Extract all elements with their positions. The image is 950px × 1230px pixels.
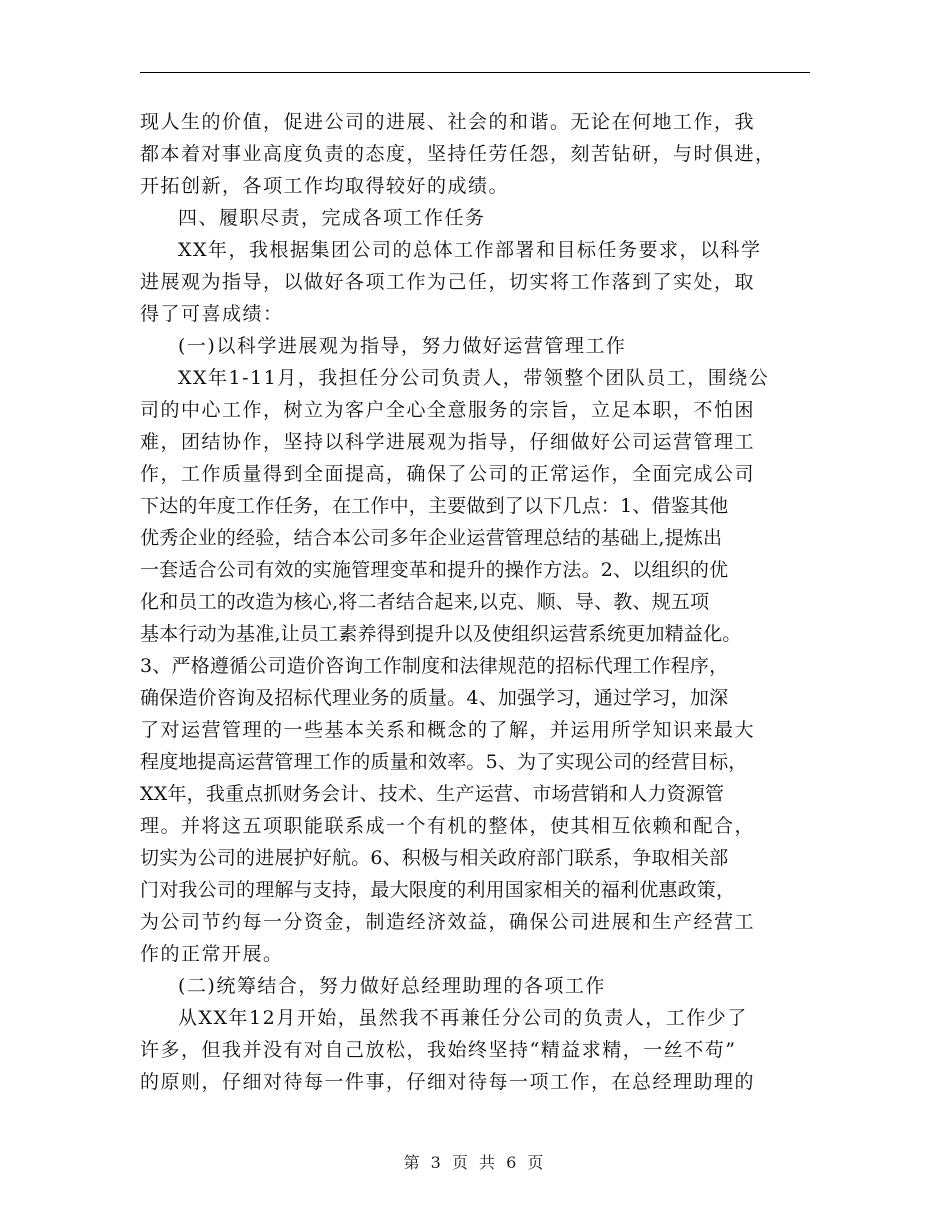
text-line: 难，团结协作，坚持以科学进展观为指导，仔细做好公司运营管理工 xyxy=(140,431,756,453)
text-line: XX年，我根据集团公司的总体工作部署和目标任务要求，以科学 xyxy=(178,239,762,261)
text-line: 程度地提高运营管理工作的质量和效率。5、为了实现公司的经营目标， xyxy=(140,751,748,773)
text-line: 的原则，仔细对待每一件事，仔细对待每一项工作，在总经理助理的 xyxy=(140,1071,756,1093)
subsection-heading: (一)以科学进展观为指导，努力做好运营管理工作 xyxy=(178,335,627,357)
section-heading: 四、履职尽责，完成各项工作任务 xyxy=(178,207,486,229)
text-line: 一套适合公司有效的实施管理变革和提升的操作方法。2、以组织的优 xyxy=(140,559,729,581)
text-line: 进展观为指导，以做好各项工作为己任，切实将工作落到了实处，取 xyxy=(140,271,756,293)
text-line: 切实为公司的进展护好航。6、积极与相关政府部门联系，争取相关部 xyxy=(140,847,729,869)
text-line: 优秀企业的经验，结合本公司多年企业运营管理总结的基础上,提炼出 xyxy=(140,527,723,549)
text-line: 从XX年12月开始，虽然我不再兼任分公司的负责人，工作少了 xyxy=(178,1007,748,1029)
text-line: 3、严格遵循公司造价咨询工作制度和法律规范的招标代理工作程序， xyxy=(140,655,729,677)
text-line: 下达的年度工作任务，在工作中，主要做到了以下几点：1、借鉴其他 xyxy=(140,495,729,517)
text-line: 为公司节约每一分资金，制造经济效益，确保公司进展和生产经营工 xyxy=(140,911,756,933)
text-line: 理。并将这五项职能联系成一个有机的整体，使其相互依赖和配合， xyxy=(140,815,756,837)
document-body xyxy=(140,106,810,1098)
text-line: 了对运营管理的一些基本关系和概念的了解，并运用所学知识来最大 xyxy=(140,719,756,741)
subsection-heading: (二)统筹结合，努力做好总经理助理的各项工作 xyxy=(178,975,606,997)
text-line: 现人生的价值，促进公司的进展、社会的和谐。无论在何地工作，我 xyxy=(140,111,756,133)
page-number: 第 3 页 共 6 页 xyxy=(403,1153,547,1172)
text-line: 许多，但我并没有对自己放松，我始终坚持“精益求精，一丝不苟” xyxy=(140,1039,737,1061)
text-line: 作的正常开展。 xyxy=(140,943,284,965)
text-line: XX年1-11月，我担任分公司负责人，带领整个团队员工，围绕公 xyxy=(178,367,770,389)
text-line: XX年，我重点抓财务会计、技术、生产运营、市场营销和人力资源管 xyxy=(140,783,725,805)
text-line: 得了可喜成绩： xyxy=(140,303,284,325)
text-line: 化和员工的改造为核心,将二者结合起来,以克、顺、导、教、规五项 xyxy=(140,591,710,613)
text-line: 门对我公司的理解与支持，最大限度的利用国家相关的福利优惠政策， xyxy=(140,879,736,901)
header-rule xyxy=(140,72,810,73)
text-line: 基本行动为基准,让员工素养得到提升以及使组织运营系统更加精益化。 xyxy=(140,623,742,645)
text-line: 确保造价咨询及招标代理业务的质量。4、加强学习，通过学习，加深 xyxy=(140,687,729,709)
text-line: 作，工作质量得到全面提高，确保了公司的正常运作，全面完成公司 xyxy=(140,463,756,485)
text-line: 司的中心工作，树立为客户全心全意服务的宗旨，立足本职，不怕困 xyxy=(140,399,756,421)
text-line: 开拓创新，各项工作均取得较好的成绩。 xyxy=(140,175,510,197)
text-line: 都本着对事业高度负责的态度，坚持任劳任怨，刻苦钻研，与时俱进， xyxy=(140,143,776,165)
